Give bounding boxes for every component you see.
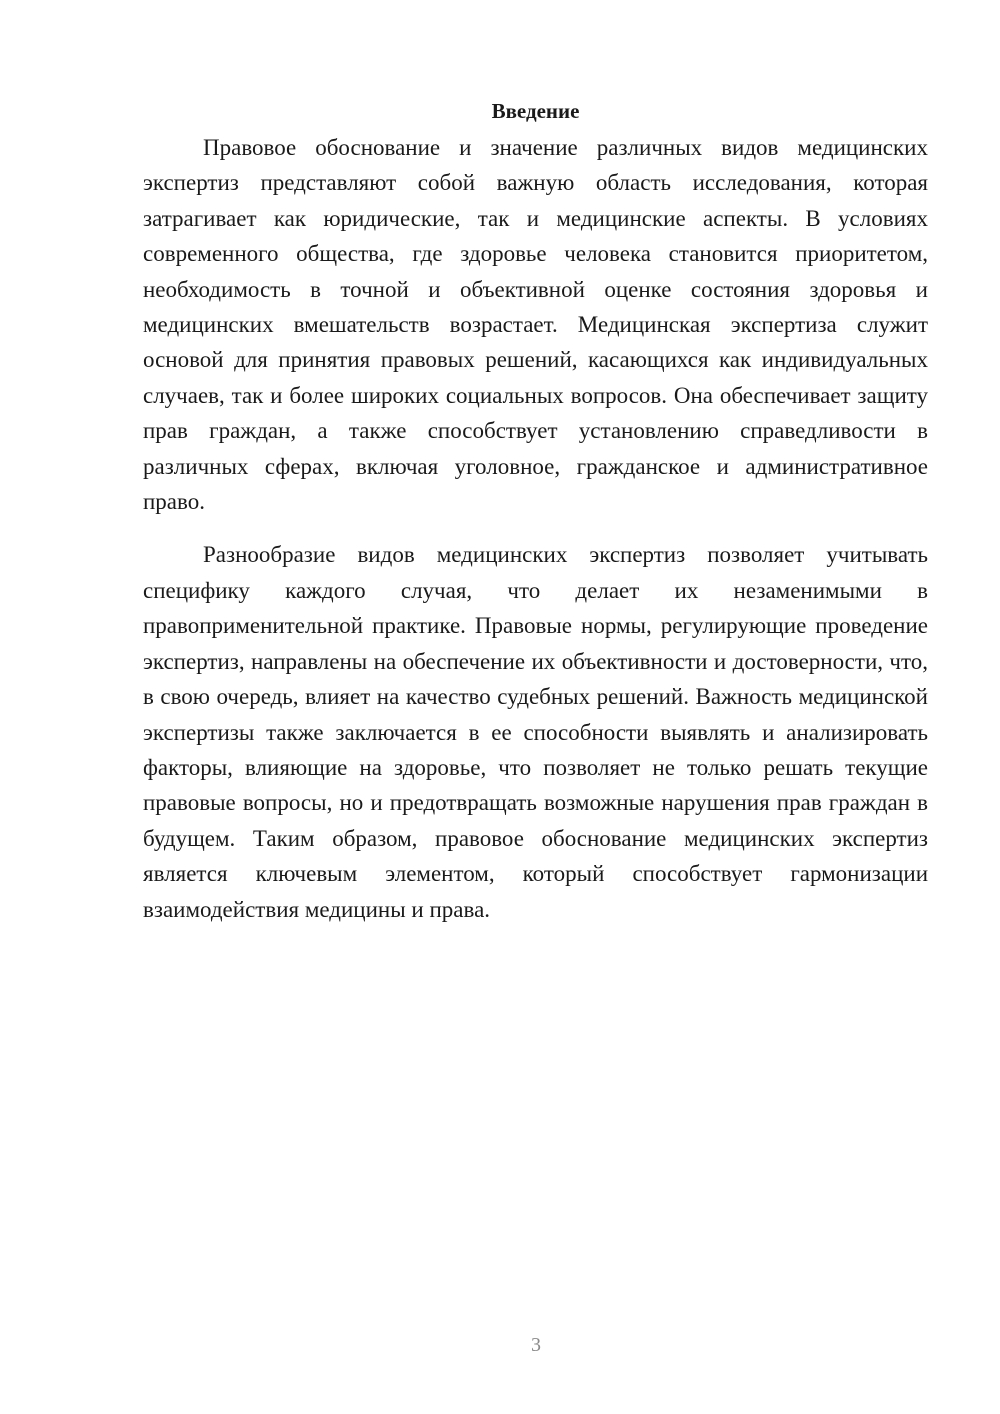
section-heading: Введение — [491, 99, 580, 123]
page-content — [143, 96, 928, 927]
paragraph-2: Разнообразие видов медицинских экспертиз позволяет учитывать специфику каждого случая, что делает их незаменимыми в правоприменительной практике. Правовые нормы, регулирующие проведение экспертиз, направлены на обеспечение их объективности и достоверности, что, в свою очередь, влияет на качество судебных решений. Важность медицинской экспертизы также заключается в ее способности выявлять и анализировать факторы, влияющие на здоровье, что позволяет не только решать текущие правовые вопросы, но и предотвращать возможные нарушения прав граждан в будущем. Таким образом, правовое обоснование медицинских экспертиз является ключевым элементом, который способствует гармонизации взаимодействия медицины и права. — [143, 542, 928, 922]
paragraph-1: Правовое обоснование и значение различных видов медицинских экспертиз представляют собой важную область исследования, которая затрагивает как юридические, так и медицинские аспекты. В условиях современного общества, где здоровье человека становится приоритетом, необходимость в точной и объективной оценке состояния здоровья и медицинских вмешательств возрастает. Медицинская экспертиза служит основой для принятия правовых решений, касающихся как индивидуальных случаев, так и более широких социальных вопросов. Она обеспечивает защиту прав граждан, а также способствует установлению справедливости в различных сферах, включая уголовное, гражданское и административное право. — [143, 135, 928, 515]
page-number: 3 — [531, 1334, 541, 1356]
